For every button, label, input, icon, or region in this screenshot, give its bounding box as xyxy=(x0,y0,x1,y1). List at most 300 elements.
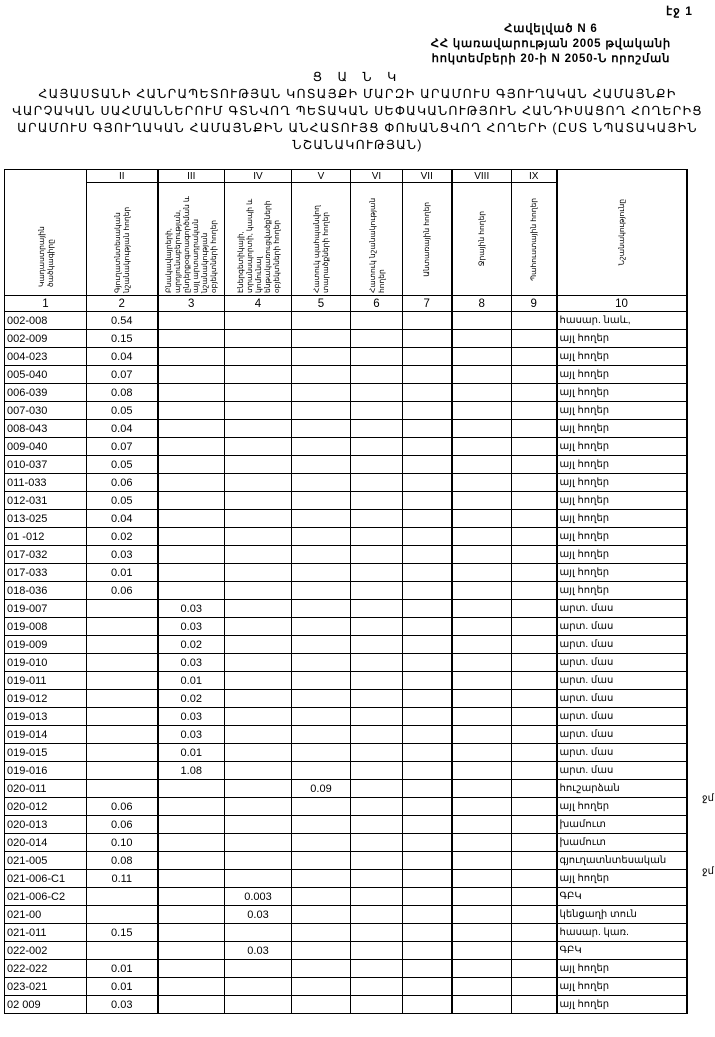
land-purpose: այլ հողեր xyxy=(557,402,687,420)
settlement-value xyxy=(158,906,225,924)
table-row xyxy=(5,546,687,564)
reserve-value xyxy=(512,672,557,690)
cadastral-code: 020-012 xyxy=(5,798,87,816)
reserve-value xyxy=(512,726,557,744)
energy-value xyxy=(225,528,292,546)
special-value xyxy=(351,438,403,456)
water-value xyxy=(452,618,512,636)
water-value xyxy=(452,384,512,402)
reserve-value xyxy=(512,438,557,456)
forest-value xyxy=(403,366,452,384)
reserve-value xyxy=(512,816,557,834)
reserve-value xyxy=(512,888,557,906)
settlement-value xyxy=(158,348,225,366)
agricultural-value: 0.04 xyxy=(87,510,158,528)
land-purpose: այլ հողեր xyxy=(557,384,687,402)
cadastral-code: 021-00 xyxy=(5,906,87,924)
settlement-value xyxy=(158,582,225,600)
settlement-value xyxy=(158,978,225,996)
forest-value xyxy=(403,474,452,492)
agricultural-value: 0.07 xyxy=(87,438,158,456)
forest-value xyxy=(403,582,452,600)
special-value xyxy=(351,816,403,834)
agricultural-value xyxy=(87,780,158,798)
water-value xyxy=(452,906,512,924)
cadastral-code: 002-009 xyxy=(5,330,87,348)
energy-value xyxy=(225,348,292,366)
reserve-value xyxy=(512,690,557,708)
roman-IV: IV xyxy=(225,170,292,183)
forest-value xyxy=(403,924,452,942)
reserve-value xyxy=(512,330,557,348)
table-row xyxy=(5,924,687,942)
protected-value xyxy=(292,600,351,618)
protected-value xyxy=(292,528,351,546)
reserve-value xyxy=(512,546,557,564)
protected-value xyxy=(292,402,351,420)
water-value xyxy=(452,852,512,870)
land-purpose: այլ հողեր xyxy=(557,456,687,474)
forest-value xyxy=(403,942,452,960)
energy-value xyxy=(225,636,292,654)
land-purpose: այլ հողեր xyxy=(557,366,687,384)
protected-value xyxy=(292,636,351,654)
water-value xyxy=(452,474,512,492)
land-purpose: այլ հողեր xyxy=(557,348,687,366)
land-table xyxy=(4,169,688,1014)
cadastral-code: 004-023 xyxy=(5,348,87,366)
agricultural-value: 0.02 xyxy=(87,528,158,546)
forest-value xyxy=(403,420,452,438)
agricultural-value xyxy=(87,942,158,960)
agricultural-value: 0.01 xyxy=(87,960,158,978)
agricultural-value: 0.11 xyxy=(87,870,158,888)
page-number: էջ 1 xyxy=(666,4,693,18)
settlement-value xyxy=(158,384,225,402)
settlement-value xyxy=(158,456,225,474)
special-value xyxy=(351,636,403,654)
cadastral-code: 020-011 xyxy=(5,780,87,798)
table-row xyxy=(5,618,687,636)
table-row xyxy=(5,744,687,762)
special-value xyxy=(351,618,403,636)
forest-value xyxy=(403,510,452,528)
protected-value xyxy=(292,510,351,528)
cadastral-code: 021-006-C2 xyxy=(5,888,87,906)
forest-value xyxy=(403,798,452,816)
water-value xyxy=(452,672,512,690)
forest-value xyxy=(403,600,452,618)
protected-value xyxy=(292,762,351,780)
water-value xyxy=(452,348,512,366)
cadastral-code: 019-012 xyxy=(5,690,87,708)
forest-value xyxy=(403,816,452,834)
header-col-3: Բնակավայրերի, արդյունաբերության, ընդերքօգտագործման և այլ արտադրական նշանակության օբյեկտների հողեր xyxy=(158,183,225,296)
reserve-value xyxy=(512,870,557,888)
reserve-value xyxy=(512,456,557,474)
water-value xyxy=(452,816,512,834)
energy-value: 0.003 xyxy=(225,888,292,906)
land-purpose: արտ. մաս xyxy=(557,708,687,726)
energy-value: 0.03 xyxy=(225,942,292,960)
reserve-value xyxy=(512,600,557,618)
roman-II: II xyxy=(87,170,158,183)
protected-value xyxy=(292,690,351,708)
protected-value xyxy=(292,618,351,636)
special-value xyxy=(351,870,403,888)
title-line-3: ՎԱՐՉԱԿԱՆ ՍԱՀՄԱՆՆԵՐՈՒՄ ԳՏՆՎՈՂ ՊԵՏԱԿԱՆ ՍԵՓԱԿԱՆՈՒԹՅՈՒՆ ՀԱՆԴԻՍԱՑՈՂ ՀՈՂԵՐԻՑ xyxy=(12,104,703,118)
energy-value xyxy=(225,420,292,438)
energy-value xyxy=(225,852,292,870)
table-row xyxy=(5,528,687,546)
settlement-value xyxy=(158,924,225,942)
land-purpose: այլ հողեր xyxy=(557,960,687,978)
land-purpose: գյուղատնտեսական xyxy=(557,852,687,870)
agricultural-value: 0.04 xyxy=(87,348,158,366)
table-row xyxy=(5,474,687,492)
energy-value xyxy=(225,474,292,492)
land-purpose: արտ. մաս xyxy=(557,636,687,654)
reserve-value xyxy=(512,762,557,780)
special-value xyxy=(351,582,403,600)
table-row xyxy=(5,852,687,870)
land-purpose: արտ. մաս xyxy=(557,654,687,672)
reserve-value xyxy=(512,780,557,798)
land-purpose: այլ հողեր xyxy=(557,564,687,582)
table-row xyxy=(5,366,687,384)
table-row xyxy=(5,780,687,798)
settlement-value xyxy=(158,330,225,348)
protected-value xyxy=(292,960,351,978)
forest-value xyxy=(403,528,452,546)
water-value xyxy=(452,312,512,330)
water-value xyxy=(452,600,512,618)
protected-value xyxy=(292,366,351,384)
table-row xyxy=(5,798,687,816)
roman-VIII: VIII xyxy=(452,170,512,183)
settlement-value xyxy=(158,402,225,420)
title-line-2: ՀԱՅԱՍՏԱՆԻ ՀԱՆՐԱՊԵՏՈՒԹՅԱՆ ԿՈՏԱՅՔԻ ՄԱՐԶԻ ԱՐԱՄՈՒՍ ԳՅՈՒՂԱԿԱՆ ՀԱՄԱՅՆՔԻ xyxy=(38,87,677,101)
cadastral-code: 020-013 xyxy=(5,816,87,834)
settlement-value: 0.03 xyxy=(158,726,225,744)
energy-value xyxy=(225,816,292,834)
agricultural-value xyxy=(87,906,158,924)
header-col-5: Հատուկ պահպանվող տարածքների հողեր xyxy=(292,183,351,296)
table-row xyxy=(5,600,687,618)
settlement-value xyxy=(158,546,225,564)
cadastral-code: 019-015 xyxy=(5,744,87,762)
table-row xyxy=(5,312,687,330)
cadastral-code: 019-014 xyxy=(5,726,87,744)
special-value xyxy=(351,798,403,816)
special-value xyxy=(351,528,403,546)
protected-value xyxy=(292,330,351,348)
special-value xyxy=(351,978,403,996)
table-row xyxy=(5,438,687,456)
special-value xyxy=(351,924,403,942)
special-value xyxy=(351,348,403,366)
water-value xyxy=(452,690,512,708)
settlement-value xyxy=(158,420,225,438)
water-value xyxy=(452,708,512,726)
special-value xyxy=(351,852,403,870)
reserve-value xyxy=(512,366,557,384)
water-value xyxy=(452,834,512,852)
reserve-value xyxy=(512,420,557,438)
water-value xyxy=(452,654,512,672)
settlement-value xyxy=(158,852,225,870)
water-value xyxy=(452,402,512,420)
land-purpose: հասար. նաև, xyxy=(557,312,687,330)
land-purpose: ԳԲԿ xyxy=(557,942,687,960)
land-purpose: այլ հողեր xyxy=(557,996,687,1014)
settlement-value: 0.02 xyxy=(158,636,225,654)
cadastral-code: 019-011 xyxy=(5,672,87,690)
table-row xyxy=(5,330,687,348)
cadastral-code: 009-040 xyxy=(5,438,87,456)
forest-value xyxy=(403,384,452,402)
water-value xyxy=(452,546,512,564)
roman-VII: VII xyxy=(403,170,452,183)
reserve-value xyxy=(512,402,557,420)
settlement-value: 0.03 xyxy=(158,708,225,726)
special-value xyxy=(351,654,403,672)
special-value xyxy=(351,510,403,528)
reserve-value xyxy=(512,384,557,402)
cadastral-code: 012-031 xyxy=(5,492,87,510)
table-row xyxy=(5,906,687,924)
cadastral-code: 022-002 xyxy=(5,942,87,960)
agricultural-value xyxy=(87,762,158,780)
energy-value xyxy=(225,672,292,690)
cadastral-code: 021-011 xyxy=(5,924,87,942)
reserve-value xyxy=(512,492,557,510)
reserve-value xyxy=(512,942,557,960)
energy-value xyxy=(225,582,292,600)
annex-line-2: ՀՀ կառավարության 2005 թվականի xyxy=(430,38,671,50)
land-purpose: ԳԲԿ xyxy=(557,888,687,906)
cadastral-code: 019-009 xyxy=(5,636,87,654)
land-purpose: այլ հողեր xyxy=(557,870,687,888)
forest-value xyxy=(403,852,452,870)
forest-value xyxy=(403,996,452,1014)
land-purpose: այլ հողեր xyxy=(557,438,687,456)
protected-value xyxy=(292,348,351,366)
col-num-7: 7 xyxy=(403,296,452,312)
water-value xyxy=(452,744,512,762)
cadastral-code: 011-033 xyxy=(5,474,87,492)
agricultural-value: 0.01 xyxy=(87,978,158,996)
table-row xyxy=(5,672,687,690)
land-purpose: այլ հողեր xyxy=(557,510,687,528)
roman-IX: IX xyxy=(512,170,557,183)
energy-value xyxy=(225,510,292,528)
settlement-value xyxy=(158,870,225,888)
energy-value xyxy=(225,618,292,636)
forest-value xyxy=(403,618,452,636)
cadastral-code: 018-036 xyxy=(5,582,87,600)
protected-value xyxy=(292,744,351,762)
agricultural-value: 0.03 xyxy=(87,996,158,1014)
reserve-value xyxy=(512,924,557,942)
col-num-2: 2 xyxy=(87,296,158,312)
protected-value xyxy=(292,834,351,852)
agricultural-value xyxy=(87,690,158,708)
protected-value xyxy=(292,996,351,1014)
water-value xyxy=(452,564,512,582)
protected-value xyxy=(292,420,351,438)
agricultural-value: 0.03 xyxy=(87,546,158,564)
land-purpose: այլ հողեր xyxy=(557,582,687,600)
water-value xyxy=(452,582,512,600)
reserve-value xyxy=(512,708,557,726)
special-value xyxy=(351,366,403,384)
table-row xyxy=(5,654,687,672)
agricultural-value xyxy=(87,708,158,726)
forest-value xyxy=(403,744,452,762)
protected-value xyxy=(292,546,351,564)
forest-value xyxy=(403,636,452,654)
water-value xyxy=(452,942,512,960)
cadastral-code: 007-030 xyxy=(5,402,87,420)
special-value xyxy=(351,384,403,402)
energy-value xyxy=(225,870,292,888)
roman-header-row xyxy=(5,170,687,183)
protected-value xyxy=(292,852,351,870)
cadastral-code: 02 009 xyxy=(5,996,87,1014)
special-value xyxy=(351,600,403,618)
special-value xyxy=(351,546,403,564)
special-value xyxy=(351,942,403,960)
energy-value xyxy=(225,726,292,744)
water-value xyxy=(452,366,512,384)
settlement-value: 1.08 xyxy=(158,762,225,780)
water-value xyxy=(452,492,512,510)
special-value xyxy=(351,726,403,744)
table-row xyxy=(5,960,687,978)
forest-value xyxy=(403,870,452,888)
land-purpose: այլ հողեր xyxy=(557,528,687,546)
land-purpose: արտ. մաս xyxy=(557,690,687,708)
special-value xyxy=(351,330,403,348)
special-value xyxy=(351,690,403,708)
protected-value xyxy=(292,654,351,672)
energy-value xyxy=(225,330,292,348)
table-row xyxy=(5,816,687,834)
agricultural-value: 0.05 xyxy=(87,456,158,474)
settlement-value: 0.03 xyxy=(158,618,225,636)
settlement-value xyxy=(158,528,225,546)
header-col-6: Հատուկ նշանակության հողեր xyxy=(351,183,403,296)
header-col-9: Պահուստային հողեր xyxy=(512,183,557,296)
table-row xyxy=(5,348,687,366)
side-note-1: ջմ xyxy=(702,793,714,804)
forest-value xyxy=(403,726,452,744)
table-row xyxy=(5,870,687,888)
energy-value xyxy=(225,384,292,402)
agricultural-value xyxy=(87,618,158,636)
col-num-9: 9 xyxy=(512,296,557,312)
title-line-4: ԱՐԱՄՈՒՍ ԳՅՈՒՂԱԿԱՆ ՀԱՄԱՅՆՔԻՆ ԱՆՀԱՏՈՒՅՑ ՓՈԽԱՆՑՎՈՂ ՀՈՂԵՐԻ (ԸՍՏ ՆՊԱՏԱԿԱՅԻՆ xyxy=(17,121,698,135)
protected-value xyxy=(292,708,351,726)
cadastral-code: 006-039 xyxy=(5,384,87,402)
water-value xyxy=(452,762,512,780)
land-purpose: խամուտ xyxy=(557,816,687,834)
table-row xyxy=(5,420,687,438)
forest-value xyxy=(403,402,452,420)
settlement-value xyxy=(158,492,225,510)
protected-value xyxy=(292,870,351,888)
protected-value xyxy=(292,474,351,492)
protected-value xyxy=(292,492,351,510)
header-col-10: Նշանակությունը xyxy=(557,170,687,296)
col-num-4: 4 xyxy=(225,296,292,312)
energy-value xyxy=(225,708,292,726)
agricultural-value xyxy=(87,744,158,762)
agricultural-value: 0.15 xyxy=(87,924,158,942)
settlement-value xyxy=(158,312,225,330)
reserve-value xyxy=(512,978,557,996)
energy-value xyxy=(225,546,292,564)
settlement-value xyxy=(158,438,225,456)
land-purpose: այլ հողեր xyxy=(557,978,687,996)
forest-value xyxy=(403,978,452,996)
roman-VI: VI xyxy=(351,170,403,183)
land-purpose: այլ հողեր xyxy=(557,474,687,492)
reserve-value xyxy=(512,528,557,546)
protected-value xyxy=(292,924,351,942)
land-purpose: արտ. մաս xyxy=(557,762,687,780)
agricultural-value: 0.04 xyxy=(87,420,158,438)
energy-value xyxy=(225,924,292,942)
special-value xyxy=(351,312,403,330)
cadastral-code: 017-033 xyxy=(5,564,87,582)
table-row xyxy=(5,888,687,906)
forest-value xyxy=(403,546,452,564)
settlement-value xyxy=(158,474,225,492)
forest-value xyxy=(403,330,452,348)
settlement-value xyxy=(158,816,225,834)
col-num-10: 10 xyxy=(557,296,687,312)
land-purpose: կենցաղի տուն xyxy=(557,906,687,924)
reserve-value xyxy=(512,474,557,492)
agricultural-value xyxy=(87,888,158,906)
agricultural-value xyxy=(87,726,158,744)
roman-III: III xyxy=(158,170,225,183)
reserve-value xyxy=(512,636,557,654)
land-purpose: այլ հողեր xyxy=(557,798,687,816)
water-value xyxy=(452,726,512,744)
col-num-6: 6 xyxy=(351,296,403,312)
agricultural-value xyxy=(87,600,158,618)
land-purpose: հուշարձան xyxy=(557,780,687,798)
table-row xyxy=(5,582,687,600)
water-value xyxy=(452,924,512,942)
forest-value xyxy=(403,456,452,474)
reserve-value xyxy=(512,348,557,366)
special-value xyxy=(351,834,403,852)
forest-value xyxy=(403,708,452,726)
cadastral-code: 005-040 xyxy=(5,366,87,384)
cadastral-code: 019-013 xyxy=(5,708,87,726)
energy-value xyxy=(225,762,292,780)
special-value xyxy=(351,708,403,726)
protected-value xyxy=(292,906,351,924)
energy-value xyxy=(225,960,292,978)
side-note-2: ջմ xyxy=(702,866,714,877)
forest-value xyxy=(403,654,452,672)
table-row xyxy=(5,510,687,528)
